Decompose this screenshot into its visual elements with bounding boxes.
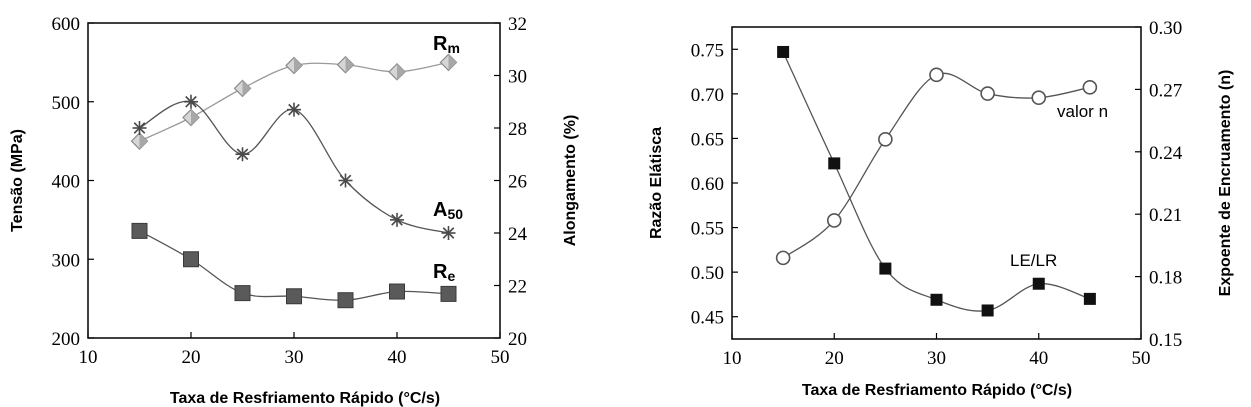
series-line-le-lr	[783, 52, 1090, 311]
series-label-le-lr: LE/LR	[1010, 251, 1058, 270]
data-point-re-5	[390, 284, 405, 299]
data-point-le-lr-6	[1084, 293, 1096, 305]
data-point-valor-n-3	[930, 68, 943, 81]
series-label-a50	[433, 199, 463, 222]
data-point-le-lr-1	[828, 157, 840, 169]
y2-tick-label: 24	[508, 224, 527, 245]
x-tick-label: 50	[490, 347, 510, 368]
y2-tick-label: 0.24	[1149, 142, 1183, 164]
chart-right-yield-ratio-vs-cooling-rate	[648, 18, 1234, 399]
y-tick-label: 0.60	[690, 174, 724, 195]
x-axis-label: Taxa de Resfriamento Rápido (°C/s)	[169, 390, 441, 407]
y2-tick-label: 22	[508, 276, 527, 298]
y-tick-label: 0.65	[690, 129, 724, 151]
data-point-valor-n-1	[828, 214, 841, 227]
data-point-a50-4	[339, 174, 353, 188]
data-point-a50-5	[390, 213, 404, 227]
series-label-main: R	[433, 33, 448, 55]
y2-axis-label: Alongamento (%)	[562, 114, 579, 247]
data-point-valor-n-6	[1083, 81, 1096, 94]
data-point-le-lr-5	[1033, 278, 1045, 290]
data-point-rm-0	[132, 133, 148, 149]
y2-tick-label: 26	[508, 171, 527, 193]
x-axis-label: Taxa de Resfriamento Rápido (°C/s)	[801, 382, 1073, 399]
x-tick-label: 20	[181, 347, 201, 368]
series-label-main: R	[433, 261, 448, 283]
data-point-rm-4	[338, 57, 354, 73]
data-point-rm-1-shade	[191, 110, 199, 126]
y-tick-label: 0.75	[690, 40, 724, 62]
x-tick-label: 30	[284, 347, 304, 368]
y2-tick-label: 32	[508, 14, 527, 35]
data-point-rm-6-shade	[449, 54, 457, 70]
series-label-sub: 50	[447, 206, 464, 222]
x-tick-label: 20	[824, 348, 844, 369]
y-axis-label: Tensão (MPa)	[9, 129, 26, 232]
data-point-a50-0	[133, 121, 147, 135]
x-tick-label: 10	[722, 348, 742, 369]
y-tick-label: 500	[51, 92, 80, 114]
data-point-le-lr-4	[982, 304, 994, 316]
data-point-re-4	[338, 293, 353, 308]
data-point-le-lr-3	[931, 294, 943, 306]
data-point-le-lr-2	[879, 263, 891, 275]
series-label-sub: m	[447, 40, 460, 56]
y2-tick-label: 20	[508, 329, 527, 350]
y-tick-label: 200	[51, 329, 80, 350]
series-label-main: A	[433, 199, 448, 221]
x-tick-label: 40	[387, 347, 407, 368]
data-point-rm-1	[183, 110, 199, 126]
data-point-re-2	[235, 286, 250, 301]
y-tick-label: 0.70	[690, 84, 724, 106]
data-point-rm-6	[441, 54, 457, 70]
data-point-re-6	[441, 286, 456, 301]
data-point-a50-3	[287, 103, 301, 117]
data-point-re-1	[184, 252, 199, 267]
data-point-rm-5-shade	[397, 64, 405, 80]
y2-tick-label: 30	[508, 66, 527, 88]
chart-left-tensile-vs-cooling-rate	[9, 14, 579, 407]
y2-tick-label: 0.21	[1149, 205, 1183, 227]
data-point-le-lr-0	[777, 46, 789, 58]
data-point-rm-5	[389, 64, 405, 80]
series-label-re	[433, 261, 455, 284]
data-point-rm-4-shade	[346, 57, 354, 73]
data-point-rm-3	[286, 58, 302, 74]
data-point-a50-2	[236, 147, 250, 161]
y2-tick-label: 0.15	[1149, 330, 1183, 351]
y-tick-label: 600	[51, 14, 80, 35]
y-tick-label: 0.45	[690, 307, 724, 329]
data-point-valor-n-0	[777, 251, 790, 264]
data-point-valor-n-2	[879, 133, 892, 146]
data-point-re-0	[132, 223, 147, 238]
y-tick-label: 300	[51, 250, 80, 272]
data-point-rm-2	[235, 80, 251, 96]
y-tick-label: 0.50	[690, 263, 724, 285]
y2-tick-label: 0.18	[1149, 267, 1183, 289]
y2-tick-label: 0.30	[1149, 18, 1183, 39]
y2-tick-label: 28	[508, 119, 527, 140]
x-tick-label: 10	[78, 347, 98, 368]
data-point-valor-n-4	[981, 87, 994, 100]
data-point-a50-1	[184, 95, 198, 109]
x-tick-label: 50	[1131, 348, 1151, 369]
y-axis-label: Razão Elátisca	[648, 126, 665, 240]
series-label-rm	[433, 33, 460, 56]
data-point-a50-6	[442, 226, 456, 240]
data-point-valor-n-5	[1032, 91, 1045, 104]
y-tick-label: 0.55	[690, 218, 724, 240]
data-point-rm-2-shade	[243, 80, 251, 96]
data-point-rm-0-shade	[140, 133, 148, 149]
data-point-rm-3-shade	[294, 58, 302, 74]
data-point-re-3	[287, 289, 302, 304]
y2-axis-label: Expoente de Encruamento (n)	[1217, 69, 1234, 297]
y-tick-label: 400	[51, 171, 80, 193]
series-label-valor-n: valor n	[1057, 102, 1109, 121]
series-label-sub: e	[447, 268, 456, 284]
y2-tick-label: 0.27	[1149, 80, 1183, 102]
x-tick-label: 30	[927, 348, 946, 369]
x-tick-label: 40	[1029, 348, 1049, 369]
